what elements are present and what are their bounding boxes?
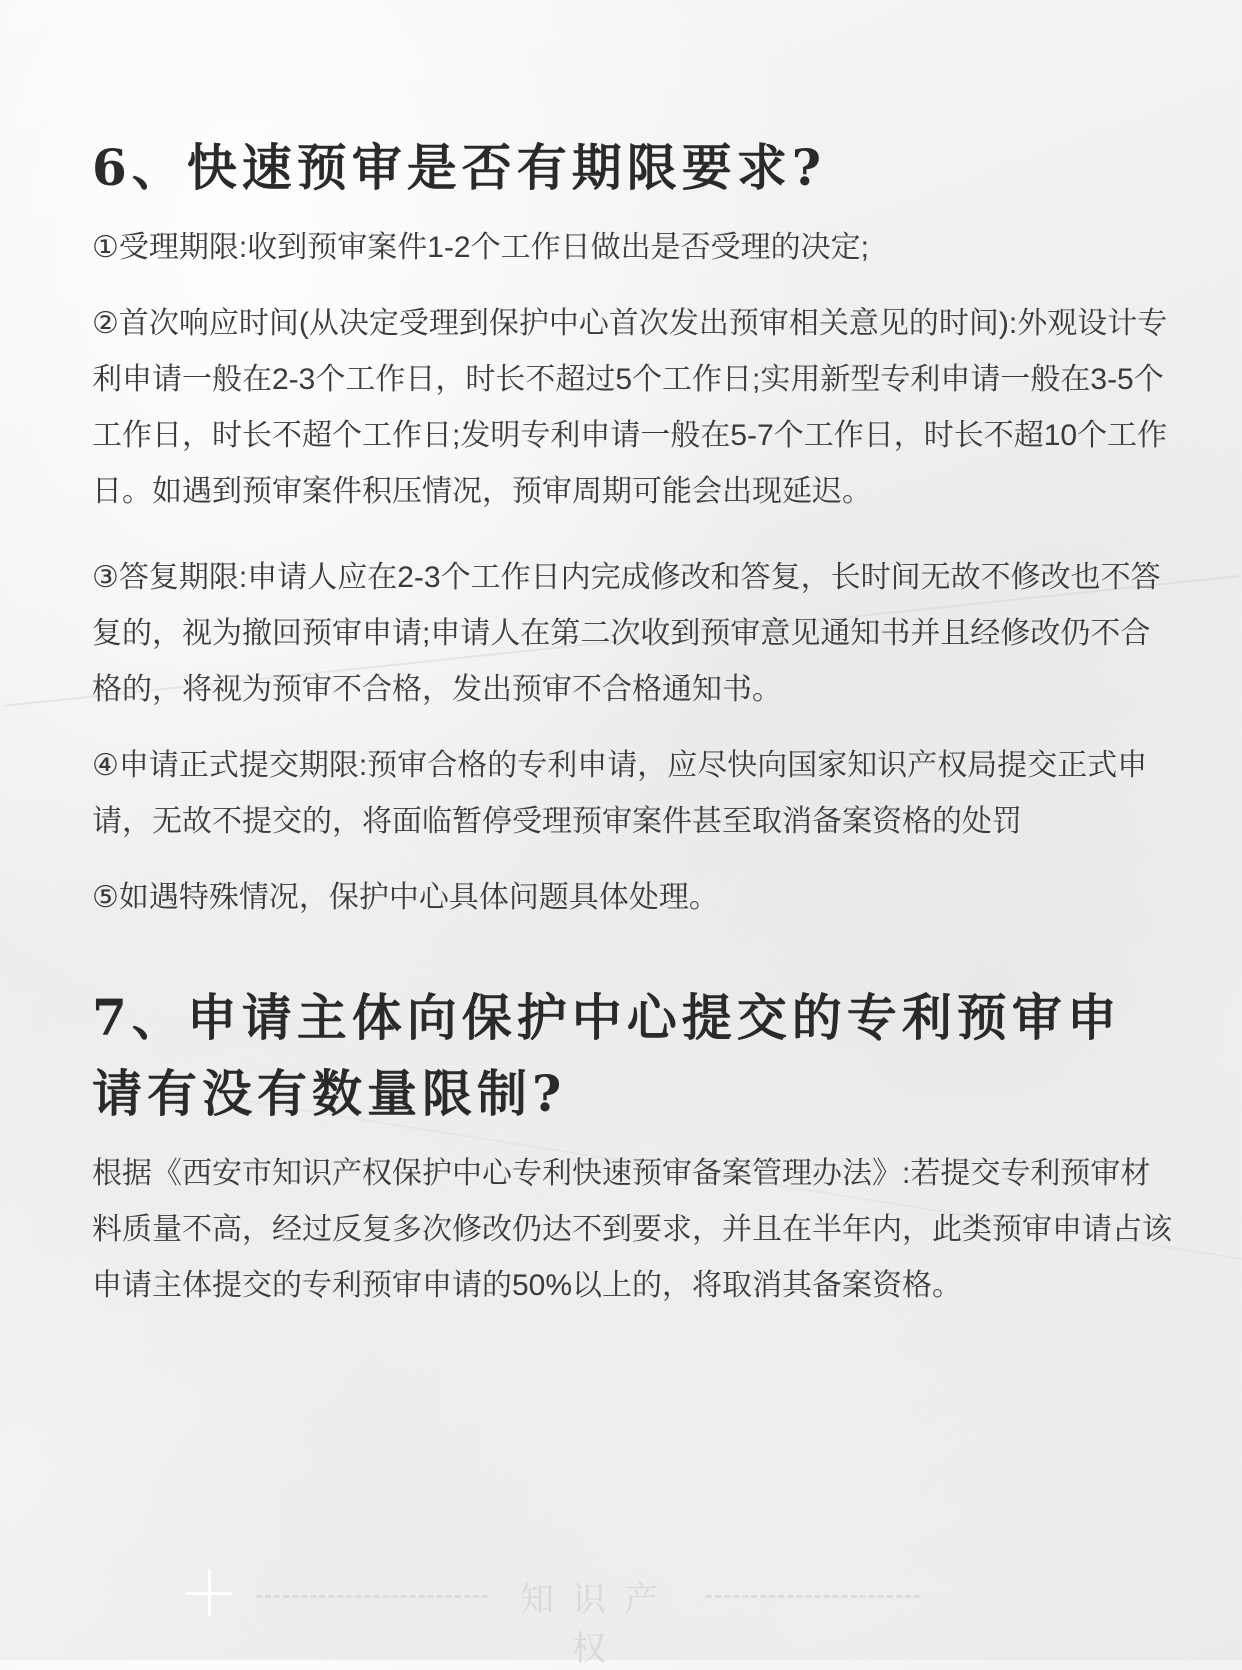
item-2-first-response-time: ②首次响应时间(从决定受理到保护中心首次发出预审相关意见的时间):外观设计专利申请一般在2-3个工作日，时长不超过5个工作日;实用新型专利申请一般在3-5个工作日，时长不超个工作日;发明专利申请一般在5-7个工作日，时长不超10个工作日。如遇到预审案件积压情况，预审周期可能会出现延迟。 bbox=[92, 307, 1168, 508]
footer-divider-right bbox=[706, 1595, 920, 1598]
footer-label: 知识产权 bbox=[520, 1580, 676, 1669]
footer-divider-left bbox=[256, 1595, 488, 1598]
item-5-special-cases: ⑤如遇特殊情况，保护中心具体问题具体处理。 bbox=[92, 881, 719, 914]
section-6-heading: 6、快速预审是否有期限要求? bbox=[92, 138, 827, 197]
footer bbox=[0, 1570, 1242, 1669]
section-6 bbox=[92, 130, 1172, 926]
section-7-body: 根据《西安市知识产权保护中心专利快速预审备案管理办法》:若提交专利预审材料质量不高，经过反复多次修改仍达不到要求，并且在半年内，此类预审申请占该申请主体提交的专利预审申请的50%以上的，将取消其备案资格。 bbox=[92, 1157, 1172, 1302]
item-4-formal-submission-deadline: ④申请正式提交期限:预审合格的专利申请，应尽快向国家知识产权局提交正式申请，无故不提交的，将面临暂停受理预审案件甚至取消备案资格的处罚 bbox=[92, 749, 1148, 838]
section-7 bbox=[92, 980, 1172, 1314]
item-3-reply-deadline: ③答复期限:申请人应在2-3个工作日内完成修改和答复，长时间无故不修改也不答复的，视为撤回预审申请;申请人在第二次收到预审意见通知书并且经修改仍不合格的，将视为预审不合格，发出预审不合格通知书。 bbox=[92, 561, 1161, 706]
article bbox=[92, 130, 1172, 1334]
plus-icon bbox=[186, 1570, 232, 1616]
item-1-acceptance-deadline: ①受理期限:收到预审案件1-2个工作日做出是否受理的决定; bbox=[92, 231, 869, 264]
section-7-heading: 7、申请主体向保护中心提交的专利预审申请有没有数量限制? bbox=[92, 988, 1122, 1123]
